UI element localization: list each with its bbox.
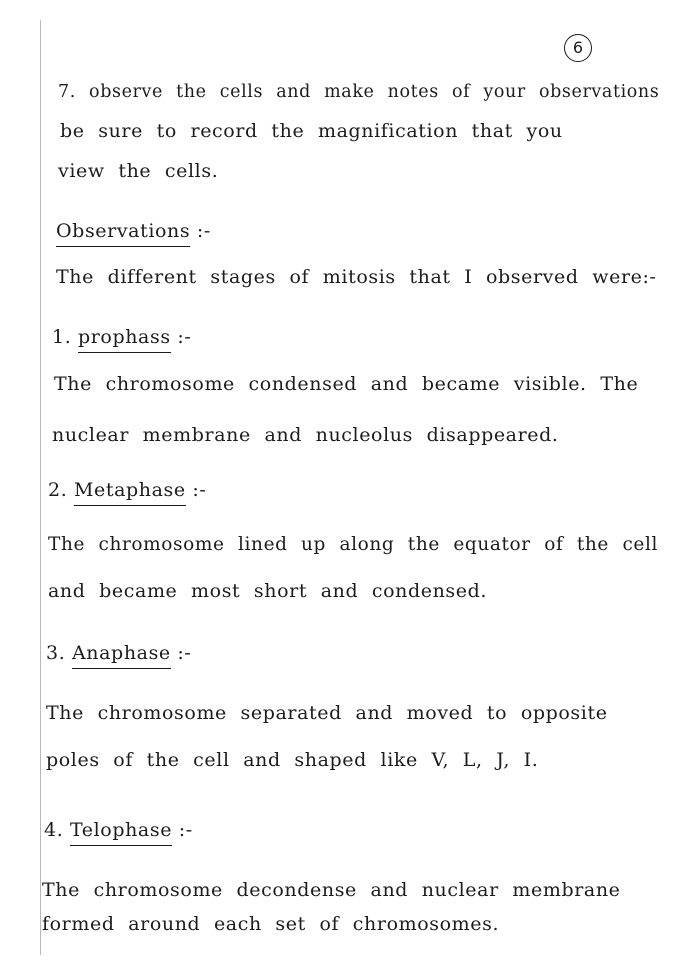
stage-heading-metaphase [48, 479, 206, 501]
stage-name: prophass [78, 326, 171, 353]
observations-heading-text: Observations [56, 220, 190, 247]
observations-heading-suffix: :- [196, 220, 211, 242]
stage-text-line: The chromosome decondense and nuclear membrane [42, 879, 621, 901]
stage-number: 1. [52, 326, 72, 348]
observations-heading [56, 220, 211, 242]
stage-heading-telophase [44, 819, 193, 841]
stage-text-line: The chromosome lined up along the equator of the cell [48, 534, 658, 555]
stage-number: 4. [44, 819, 64, 841]
stage-suffix: :- [192, 479, 207, 501]
stage-text-line: nuclear membrane and nucleolus disappeared. [52, 424, 559, 446]
step7-line-3: view the cells. [58, 160, 219, 182]
stage-heading-prophase [52, 326, 191, 348]
stage-number: 2. [48, 479, 68, 501]
stage-text-line: poles of the cell and shaped like V, L, J, I. [46, 749, 539, 771]
observations-intro: The different stages of mitosis that I observed were:- [56, 266, 657, 288]
stage-suffix: :- [178, 819, 193, 841]
margin-line [40, 20, 41, 955]
stage-suffix: :- [177, 642, 192, 664]
page-number-circle [564, 34, 592, 62]
stage-name: Anaphase [72, 642, 171, 669]
page-number: 6 [572, 38, 584, 57]
step7-line-2: be sure to record the magnification that you [60, 120, 563, 142]
stage-suffix: :- [177, 326, 192, 348]
step7-line-1: 7. observe the cells and make notes of your observations [58, 82, 660, 102]
stage-text-line: formed around each set of chromosomes. [42, 913, 500, 935]
stage-text-line: and became most short and condensed. [48, 580, 488, 602]
stage-name: Metaphase [74, 479, 186, 506]
stage-text-line: The chromosome condensed and became visible. The [54, 373, 639, 395]
stage-number: 3. [46, 642, 66, 664]
stage-text-line: The chromosome separated and moved to opposite [46, 702, 608, 724]
stage-name: Telophase [70, 819, 172, 846]
stage-heading-anaphase [46, 642, 191, 664]
